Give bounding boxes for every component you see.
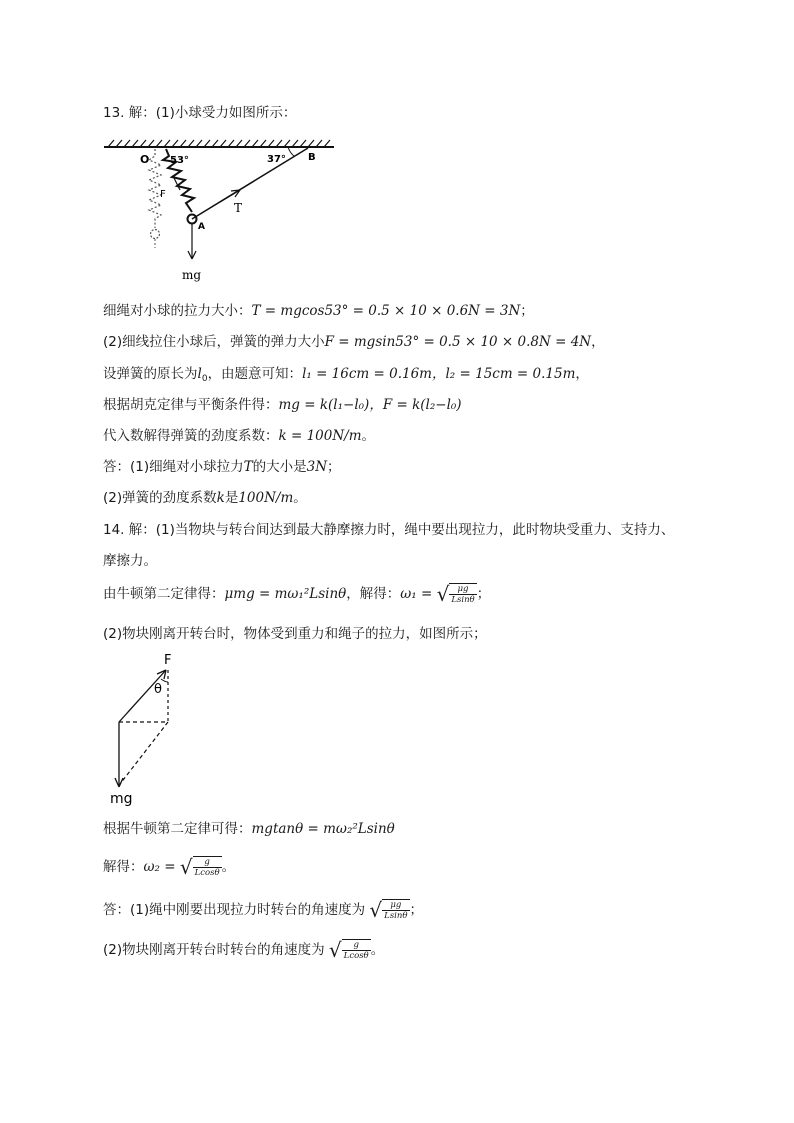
label-o: O [140,153,150,166]
q13-line-3: 设弹簧的原长为$l_0$，由题意可知：l₁ = 16cm = 0.16m，l₂ = 15cm = 0.15m， [103,366,589,384]
q14-force-diagram [104,650,194,810]
label-f2: F [164,653,172,668]
sqrt-expression: √ $\frac{g}{Lcos\theta}$ [179,855,220,879]
q13-line-1: 细绳对小球的拉力大小：T = mgcos53° = 0.5 × 10 × 0.6N = 3N； [103,303,534,319]
sqrt-expression: √ $\frac{\mu g}{Lsin\theta}$ [369,898,408,922]
q14-header: 14. 解：(1)当物块与转台间达到最大静摩擦力时，绳中要出现拉力，此时物块受重力、支持力、 [103,522,675,538]
label-mg2: mg [110,791,133,807]
q13-answer-1: 答：(1)细绳对小球拉力T的大小是3N； [103,459,341,475]
q13-header: 13. 解：(1)小球受力如图所示： [103,105,297,121]
q13-answer-2: (2)弹簧的劲度系数k是100N/m。 [103,490,307,506]
sqrt-expression: √ $\frac{\mu g}{Lsin\theta}$ [436,582,475,606]
label-t: T [234,201,243,215]
label-mg: mg [182,268,202,282]
label-f: F [160,189,166,200]
q14-line-3: 根据牛顿第二定律可得：mgtanθ = mω₂²Lsinθ [103,821,395,837]
q13-force-diagram [100,136,340,286]
q13-line-2: (2)细线拉住小球后，弹簧的弹力大小F = mgsin53° = 0.5 × 10 × 0.8N = 4N， [103,334,605,350]
label-a: A [198,222,205,232]
q14-line-4: 解得：ω₂ = √ $\frac{g}{Lcos\theta}$ 。 [103,855,236,879]
q13-line-5: 代入数解得弹簧的劲度系数：k = 100N/m。 [103,428,376,444]
q14-header-cont: 摩擦力。 [103,553,157,569]
q14-answer-1: 答：(1)绳中刚要出现拉力时转台的角速度为 √ $\frac{\mu g}{Lsin\theta}$ ； [103,898,423,922]
label-53: 53° [170,155,189,166]
label-37: 37° [267,154,286,165]
q14-line-2: (2)物块刚离开转台时，物体受到重力和绳子的拉力，如图所示； [103,626,487,642]
q14-line-1: 由牛顿第二定律得：μmg = mω₁²Lsinθ，解得：ω₁ = √ $\frac{\mu g}{Lsin\theta}$ ； [103,582,491,606]
sqrt-expression: √ $\frac{g}{Lcos\theta}$ [328,938,369,962]
label-theta: θ [154,682,162,697]
q13-line-4: 根据胡克定律与平衡条件得：mg = k(l₁−l₀)，F = k(l₂−l₀) [103,397,462,413]
label-b: B [308,152,316,163]
q14-answer-2: (2)物块刚离开转台时转台的角速度为 √ $\frac{g}{Lcos\theta}$ 。 [103,938,385,962]
